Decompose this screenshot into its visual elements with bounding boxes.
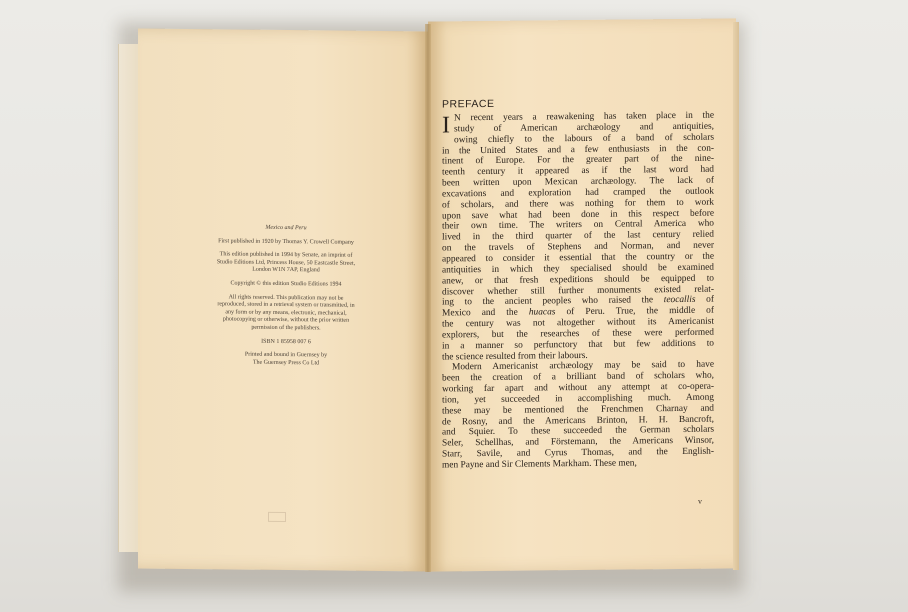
italic-word: teocallis [663, 295, 696, 306]
book-title-small: Mexico and Peru [265, 224, 307, 232]
preface-line: teenth century it appeared as if the last word had [442, 164, 714, 178]
preface-body [442, 111, 714, 472]
first-published-line: First published in 1920 by Thomas Y. Crowell Company [218, 237, 354, 246]
preface-line: in a manner so perfunctory that but few additions to [442, 338, 714, 352]
preface-line: anew, or that fresh expeditions should be equipped to [442, 273, 714, 287]
preface-line: N recent years a reawakening has taken place in the [454, 110, 714, 124]
preface-line: been the creation of a brilliant band of scholars who, [442, 370, 714, 384]
preface-line: explorers, but the researches of these were performed [442, 327, 714, 341]
italic-word: huacas [528, 307, 556, 318]
preface-line: discover whether still further monuments existed relat- [442, 284, 714, 297]
preface-line: been written upon Mexican archæology. The lack of [442, 175, 714, 189]
preface-line: Seler, Schellhas, and Förstemann, the Americans Winsor, [442, 435, 714, 449]
preface-line: working far apart and without any attempt at co-opera- [442, 381, 714, 395]
preface-line: the science resulted from their labours. [442, 350, 588, 363]
drop-cap: I [442, 112, 450, 139]
preface-line: these may be mentioned the Frenchmen Charnay and [442, 403, 714, 417]
right-page [428, 18, 736, 571]
preface-line: study of American archæology and antiquities, [454, 121, 714, 135]
preface-line: the century was not altogether without its Americanist [442, 316, 714, 330]
copyright-line: Copyright © this edition Studio Editions 1994 [230, 280, 342, 288]
preface-line: tion, yet succeeded in accomplishing much. Among [442, 392, 714, 406]
rights-line: All rights reserved. This publication may not be reproduced, stored in a retrieval system or transmitted, in any form or by any means, electronic, mechanical, photocopying or otherwise, without the prior written permission of the publishers. [217, 293, 355, 332]
preface-line: in the United States and a few enthusiasts in the con- [442, 143, 714, 156]
preface-heading: PREFACE [442, 97, 495, 111]
preface-line: Modern Americanist archæology may be said to have [452, 360, 714, 373]
book-gutter [425, 24, 431, 572]
preface-line: de Rosny, and the Americans Brinton, H. H. Bancroft, [442, 414, 714, 428]
page-edge [733, 22, 739, 570]
preface-line: of scholars, and there was nothing for them to work [442, 197, 714, 211]
copyright-block [208, 224, 364, 374]
continuation-mark: v [698, 496, 702, 506]
preface-line: tinent of Europe. For the greater part of the nine- [442, 153, 714, 167]
edition-line: This edition published in 1994 by Senate, an imprint of Studio Editions Ltd, Princess House, 50 Eastcastle Street, London W1N 7AP, England [216, 251, 356, 274]
preface-line: Mexico and the huacas of Peru. True, the middle of [442, 305, 714, 319]
preface-line: ing to the ancient peoples who raised the teocallis of [442, 294, 714, 308]
preface-line: appeared to consider it essential that the country or the [442, 251, 714, 265]
preface-line: excavations and exploration had cramped the outlook [442, 186, 714, 200]
page-mark [268, 512, 286, 522]
preface-line: antiquities in which they specialised should be examined [442, 262, 714, 276]
left-page [138, 28, 430, 571]
preface-line: Starr, Savile, and Cyrus Thomas, and the English- [442, 446, 714, 460]
preface-line: lived in the third quarter of the last century relied [442, 229, 714, 243]
preface-line: and Squier. To these succeeded the German scholars [442, 425, 714, 438]
isbn-line: ISBN 1 85958 007 6 [261, 338, 311, 345]
show-through-text [198, 109, 428, 167]
preface-line: upon save what had been done in this respect before [442, 208, 714, 222]
preface-line: men Payne and Sir Clements Markham. These men, [442, 458, 637, 471]
preface-line: their own time. The writers on Central America who [442, 219, 714, 232]
preface-line: on the travels of Stephens and Norman, and never [442, 240, 714, 254]
printer-line: Printed and bound in Guernsey by The Guernsey Press Co Ltd [244, 351, 328, 367]
preface-line: owing chiefly to the labours of a band of scholars [454, 132, 714, 146]
